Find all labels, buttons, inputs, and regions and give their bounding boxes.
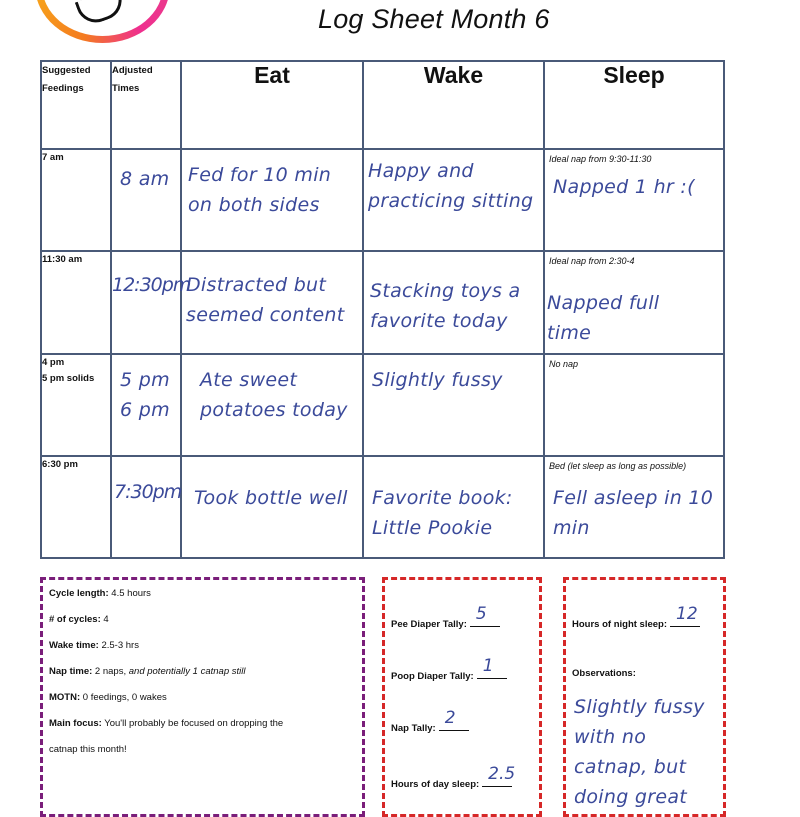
sleep-note-line: Fell asleep in 10 (553, 487, 714, 509)
adjusted-time: 12:30pm (112, 274, 191, 296)
sleep-cell[interactable] (544, 456, 724, 558)
wake-note-line: Favorite book: (372, 487, 513, 509)
log-table (40, 60, 725, 559)
adjusted-time: 5 pm (120, 369, 170, 391)
wake-note-line: Stacking toys a (370, 280, 521, 302)
eat-note-line: Fed for 10 min (188, 164, 332, 186)
adjusted-time-cell[interactable] (111, 354, 181, 456)
night-sleep-hours: Hours of night sleep: 12 (572, 616, 700, 630)
observation-line: with no (574, 726, 647, 748)
eat-note-line: Distracted but (186, 274, 327, 296)
sleep-hint: No nap (549, 359, 579, 369)
wake-cell[interactable] (363, 251, 544, 354)
eat-cell[interactable] (181, 251, 363, 354)
wake-cell[interactable] (363, 456, 544, 558)
adjusted-time: 6 pm (120, 399, 170, 421)
sleep-cell[interactable] (544, 251, 724, 354)
adjusted-time: 8 am (120, 168, 170, 190)
night-observations-box (563, 577, 726, 817)
wake-note-line: Happy and (368, 160, 474, 182)
info-main-focus: Main focus: You'll probably be focused on dropping the (49, 718, 284, 729)
adjusted-time-cell[interactable] (111, 251, 191, 354)
header-adjusted-times: Adjusted Times (111, 61, 181, 149)
sleep-note-line: Napped full (547, 292, 660, 314)
poop-diaper-tally: Poop Diaper Tally: 1 (391, 668, 507, 682)
eat-note-line: potatoes today (200, 399, 348, 421)
day-sleep-field[interactable]: 2.5 (482, 776, 512, 787)
suggested-time: 7 am (41, 149, 111, 251)
nap-tally: Nap Tally: 2 (391, 720, 469, 734)
eat-note-line: Ate sweet (200, 369, 298, 391)
sleep-note-line: min (553, 517, 590, 539)
observation-line: Slightly fussy (574, 696, 705, 718)
suggested-time: 11:30 am (41, 251, 111, 354)
observations-label: Observations: (572, 668, 636, 679)
observations-field[interactable] (574, 692, 724, 812)
sleep-cell[interactable] (544, 354, 724, 456)
eat-cell[interactable] (181, 149, 363, 251)
month-guidelines-box (40, 577, 365, 817)
info-cycle-length: Cycle length: 4.5 hours (49, 588, 151, 599)
sleep-note-line: time (547, 322, 592, 344)
table-row (41, 149, 724, 251)
day-sleep-hours: Hours of day sleep: 2.5 (391, 764, 516, 790)
wake-note-line: Slightly fussy (372, 369, 503, 391)
suggested-time: 4 pm 5 pm solids (41, 354, 111, 456)
wake-cell[interactable] (363, 354, 544, 456)
tally-box (382, 577, 542, 817)
header-suggested-feedings: Suggested Feedings (41, 61, 111, 149)
pee-diaper-tally: Pee Diaper Tally: 5 (391, 616, 500, 630)
night-sleep-field[interactable]: 12 (670, 616, 700, 627)
eat-note-line: on both sides (188, 194, 320, 216)
info-num-cycles: # of cycles: 4 (49, 614, 109, 625)
sleep-hint: Ideal nap from 2:30-4 (549, 256, 635, 266)
eat-note-line: seemed content (186, 304, 345, 326)
sleep-hint: Bed (let sleep as long as possible) (549, 461, 687, 471)
observation-line: doing great (574, 786, 688, 808)
sleep-cell[interactable] (544, 149, 724, 251)
suggested-time: 6:30 pm (41, 456, 111, 558)
info-nap-time: Nap time: 2 naps, and potentially 1 catnap still (49, 666, 246, 677)
adjusted-time: 7:30pm (114, 481, 182, 503)
wake-cell[interactable] (363, 149, 544, 251)
sleep-note-line: Napped 1 hr :( (553, 176, 695, 198)
eat-cell[interactable] (181, 354, 363, 456)
info-motn: MOTN: 0 feedings, 0 wakes (49, 692, 167, 703)
table-header-row (41, 61, 724, 149)
eat-note-line: Took bottle well (194, 487, 348, 509)
wake-note-line: favorite today (370, 310, 508, 332)
poop-tally-field[interactable]: 1 (477, 668, 507, 679)
header-eat: Eat (181, 61, 363, 149)
eat-cell[interactable] (181, 456, 363, 558)
header-wake: Wake (363, 61, 544, 149)
adjusted-time-cell[interactable] (111, 149, 181, 251)
table-row (41, 456, 724, 558)
table-row (41, 354, 724, 456)
observation-line: catnap, but (574, 756, 687, 778)
nap-tally-field[interactable]: 2 (439, 720, 469, 731)
info-main-focus-cont: catnap this month! (49, 744, 127, 755)
sleep-hint: Ideal nap from 9:30-11:30 (549, 154, 652, 164)
page-title: Log Sheet Month 6 (318, 4, 550, 34)
header-sleep: Sleep (544, 61, 724, 149)
pee-tally-field[interactable]: 5 (470, 616, 500, 627)
wake-note-line: Little Pookie (372, 517, 493, 539)
wake-note-line: practicing sitting (368, 190, 534, 212)
table-row (41, 251, 724, 354)
adjusted-time-cell[interactable] (111, 456, 181, 558)
info-wake-time: Wake time: 2.5-3 hrs (49, 640, 139, 651)
